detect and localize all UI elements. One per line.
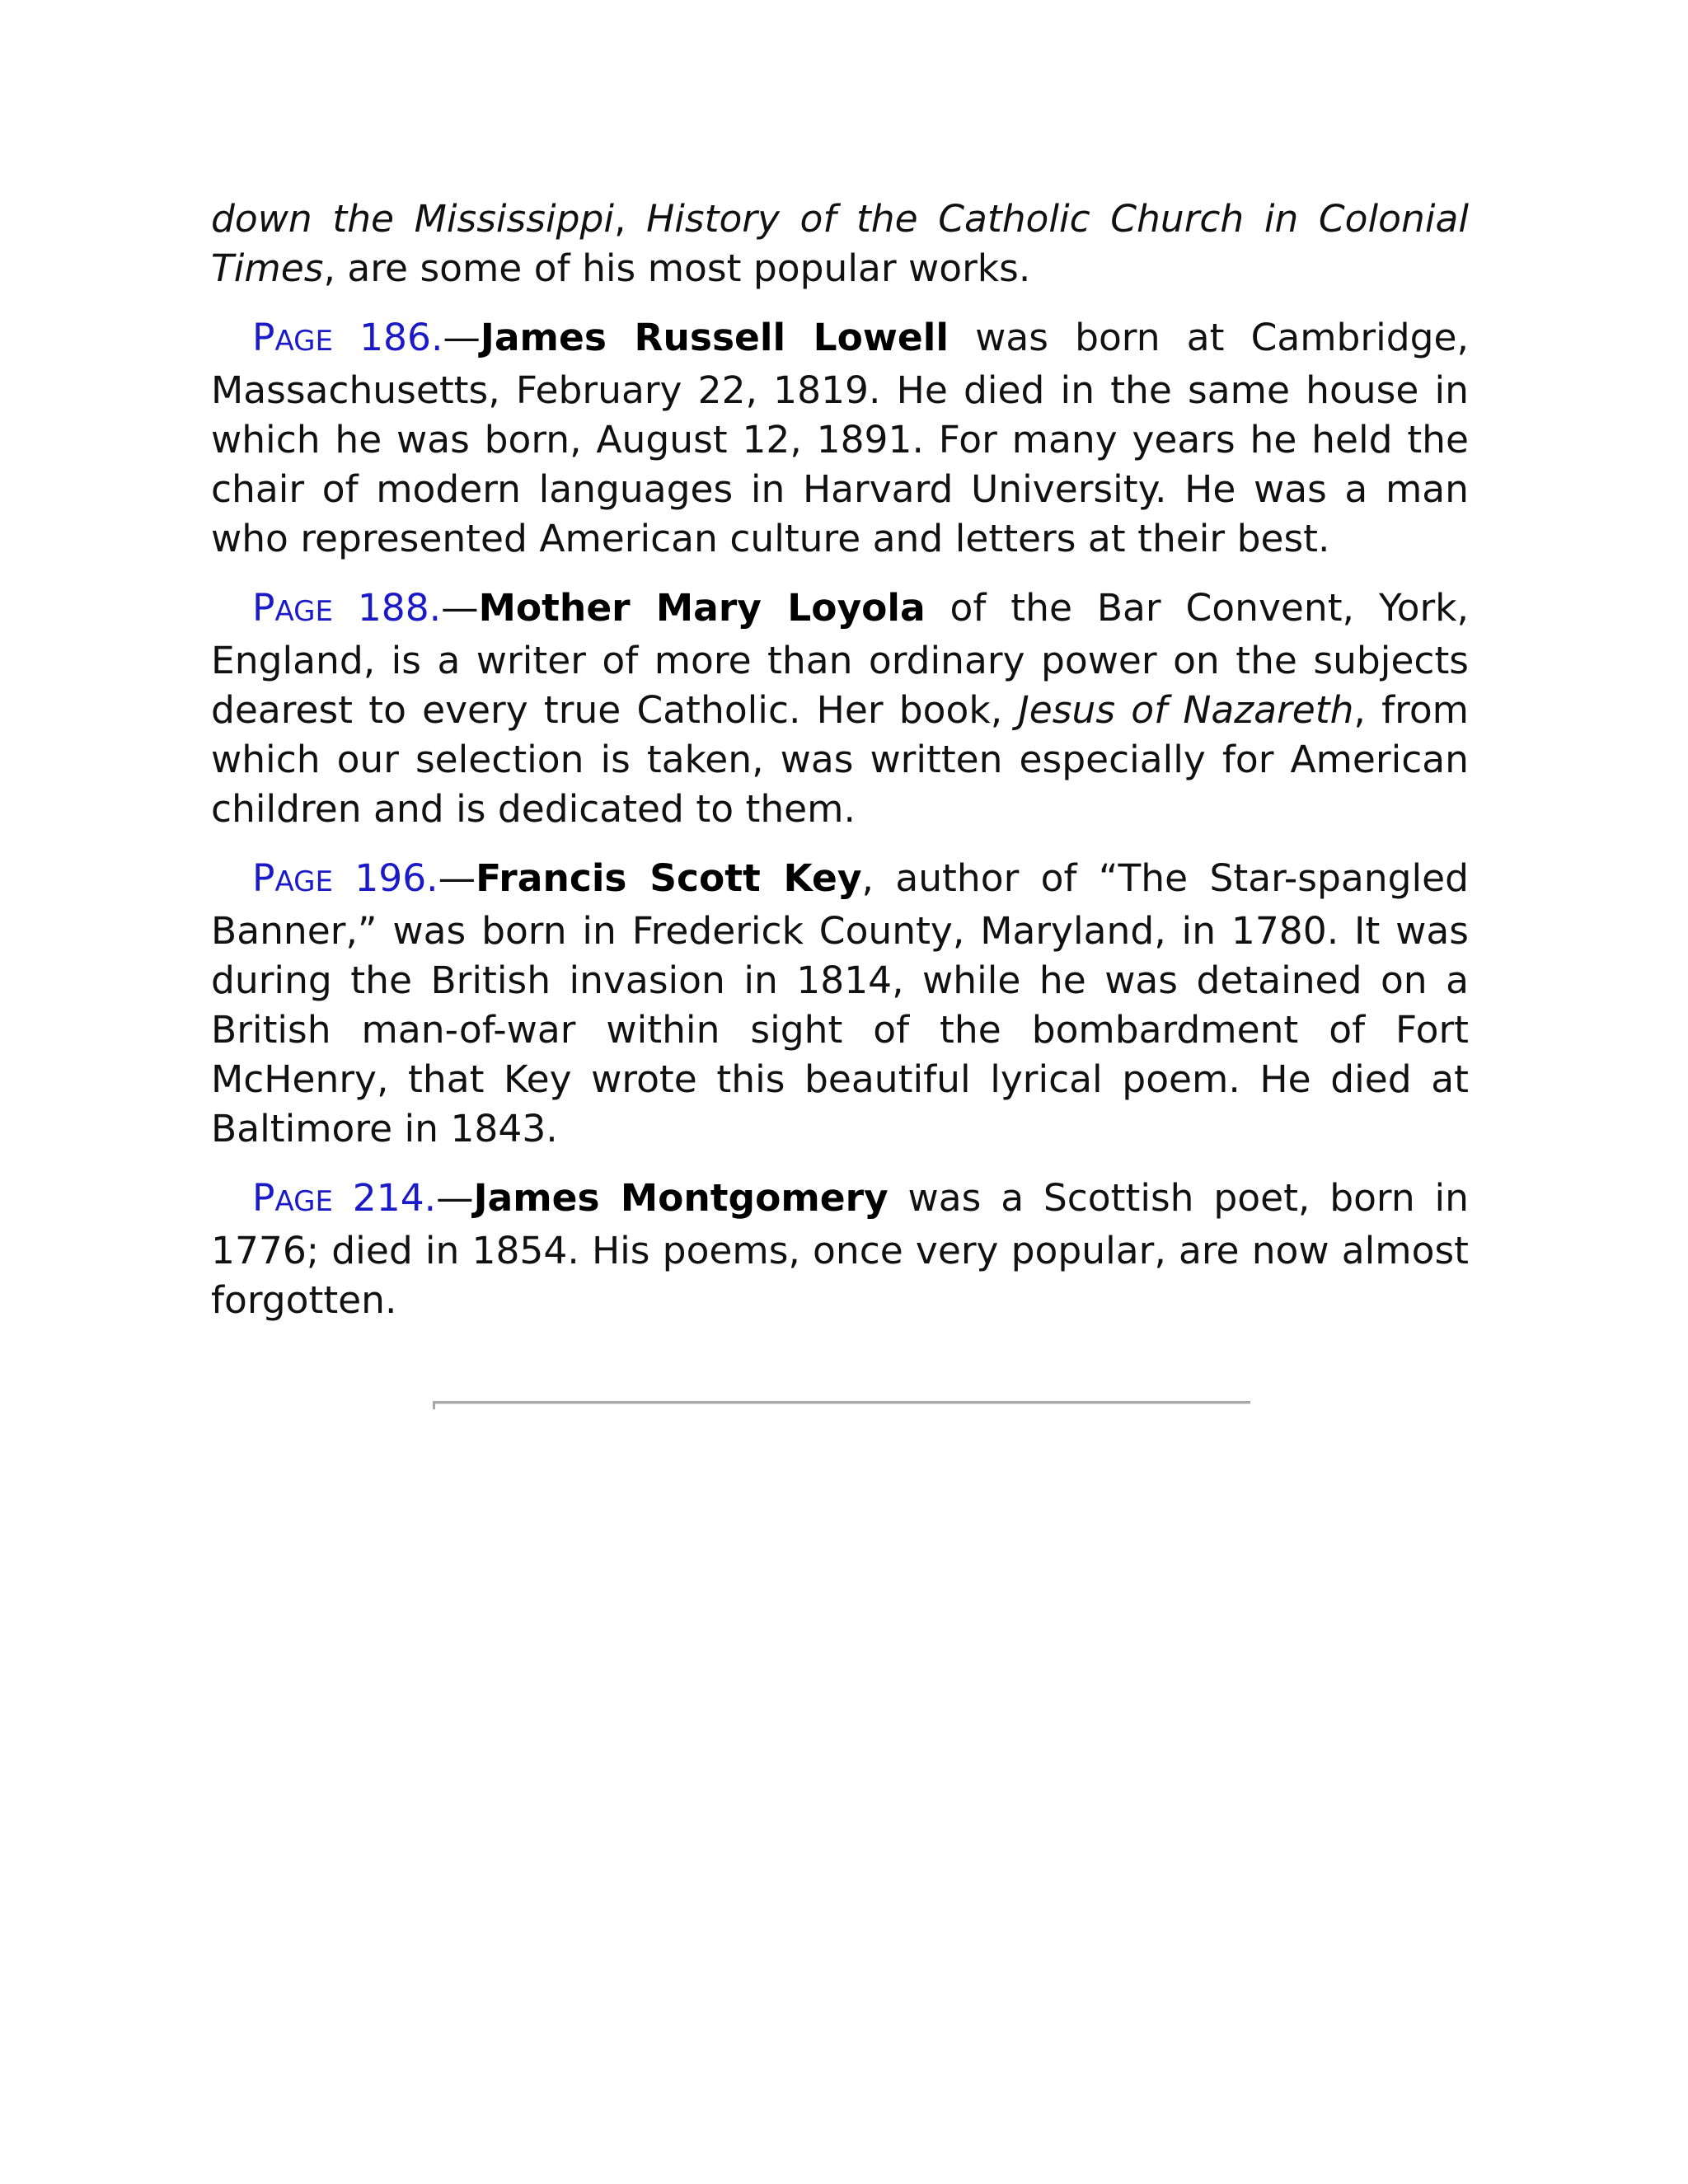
page-ref-initial: P <box>252 586 275 630</box>
note-loyola <box>211 583 1469 834</box>
page-ref-link[interactable] <box>252 316 443 359</box>
page-ref-initial: P <box>252 316 275 359</box>
page-ref-link[interactable] <box>252 856 438 900</box>
author-name: James Montgomery <box>473 1176 889 1220</box>
page-ref-number: 214. <box>332 1176 437 1220</box>
intro-paragraph <box>211 194 1469 293</box>
em-dash: — <box>441 586 479 630</box>
note-text: , from which our selection is taken, was written especially for American children and is dedicated to them. <box>211 688 1469 831</box>
page-ref-number: 188. <box>332 586 442 630</box>
book-title: History of the Catholic Church in Colonial Times <box>211 197 1469 290</box>
book-title: down the Mississippi <box>211 197 615 241</box>
section-divider <box>433 1401 1250 1404</box>
page-ref-smallcaps: AGE <box>274 1185 333 1218</box>
page-ref-initial: P <box>252 856 275 900</box>
page-ref-link[interactable] <box>252 1176 436 1220</box>
em-dash: — <box>443 316 481 359</box>
text-run: , are some of his most popular works. <box>323 246 1031 290</box>
em-dash: — <box>438 856 476 900</box>
page-ref-initial: P <box>252 1176 275 1220</box>
section-divider-tick <box>433 1401 435 1409</box>
document-page <box>211 194 1469 1345</box>
page-ref-link[interactable] <box>252 586 441 630</box>
text-run: , <box>614 197 647 241</box>
em-dash: — <box>436 1176 474 1220</box>
author-name: James Russell Lowell <box>480 316 949 359</box>
note-key <box>211 854 1469 1154</box>
note-lowell <box>211 313 1469 564</box>
note-text: was born at Cambridge, Massachusetts, February 22, 1819. He died in the same house in which he was born, August 12, 1891. For many years he held the chair of modern languages in Harvard University. He was a man who represented American culture and letters at their best. <box>211 316 1469 560</box>
note-text: , author of “The Star-spangled Banner,” was born in Frederick County, Maryland, in 1780. It was during the British invasion in 1814, while he was detained on a British man-of-war within sight of the bombardment of Fort McHenry, that Key wrote this beautiful lyrical poem. He died at Baltimore in 1843. <box>211 856 1469 1151</box>
page-ref-number: 196. <box>332 856 438 900</box>
note-montgomery <box>211 1174 1469 1325</box>
author-name: Francis Scott Key <box>476 856 862 900</box>
page-ref-smallcaps: AGE <box>274 595 333 628</box>
note-text: of the Bar Convent, York, England, is a writer of more than ordinary power on the subjects dearest to every true Catholic. Her book, <box>211 586 1469 732</box>
page-ref-number: 186. <box>332 316 443 359</box>
page-ref-smallcaps: AGE <box>274 325 333 358</box>
page-ref-smallcaps: AGE <box>274 865 333 898</box>
note-text: was a Scottish poet, born in 1776; died in 1854. His poems, once very popular, are now almost forgotten. <box>211 1176 1469 1322</box>
book-title: Jesus of Nazareth <box>1018 688 1354 732</box>
author-name: Mother Mary Loyola <box>478 586 926 630</box>
